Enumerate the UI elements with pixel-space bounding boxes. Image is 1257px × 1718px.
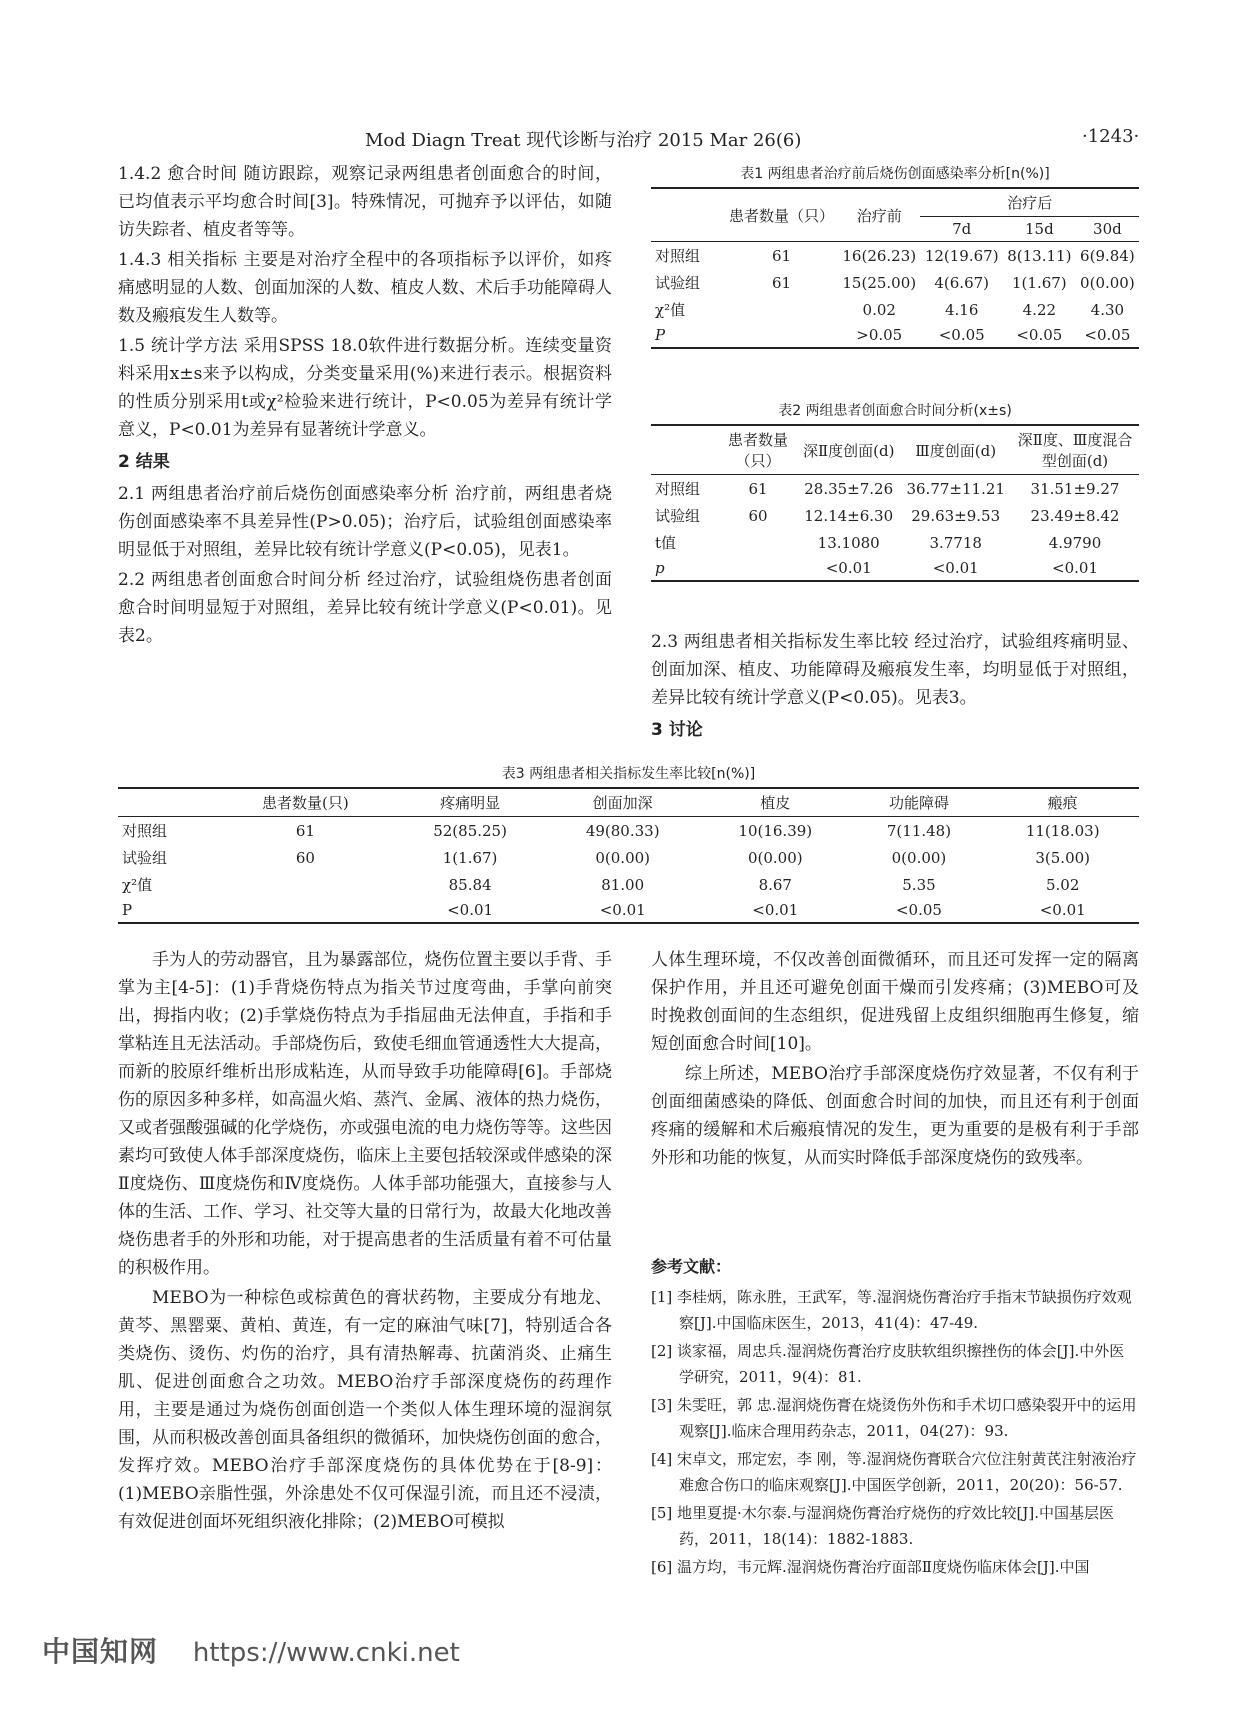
row-label: p <box>655 559 665 577</box>
section-1-4-3: 1.4.3 相关指标 主要是对治疗全程中的各项指标予以评价，如疼痛感明显的人数、创面加深的人数、植皮人数、术后手功能障碍人数及瘢痕发生人数等。 <box>118 250 612 326</box>
cell: <0.01 <box>447 901 494 919</box>
cell: 7(11.48) <box>886 821 952 840</box>
cell: 49(80.33) <box>585 821 660 840</box>
cell: 8.67 <box>758 875 792 894</box>
cell: <0.01 <box>1039 901 1086 919</box>
bottom-left-column <box>118 946 612 1538</box>
cell: <0.01 <box>932 559 979 577</box>
cell: 61 <box>771 246 792 265</box>
discussion-p1: 手为人的劳动器官，且为暴露部位，烧伤位置主要以手背、手掌为主[4-5]：(1)手背烧伤特点为指关节过度弯曲，手掌向前突出，拇指内收；(2)手掌烧伤特点为手指屈曲无法伸直，手指和手掌粘连且无法活动。手部烧伤后，致使毛细血管通透性大大提高，而新的胶原纤维析出形成粘连，从而导致手功能障碍[6]。手部烧伤的原因多种多样，如高温火焰、蒸汽、金属、液体的热力烧伤，又或者强酸强碱的化学烧伤，亦或强电流的电力烧伤等等。这些因素均可致使人体手部深度烧伤，临床上主要包括较深或伴感染的深Ⅱ度烧伤、Ⅲ度烧伤和Ⅳ度烧伤。人体手部功能强大，直接参与人体的生活、工作、学习、社交等大量的日常行为，故最大化地改善烧伤患者手的外形和功能，对于提高患者的生活质量有着不可估量的积极作用。 <box>118 950 612 1278</box>
t3-header-cell: 植皮 <box>760 794 791 812</box>
journal-info: Mod Diagn Treat 现代诊断与治疗 2015 Mar 26(6) <box>365 130 802 151</box>
cell: <0.05 <box>1016 326 1063 344</box>
cell: 81.00 <box>601 875 645 894</box>
row-label: t值 <box>655 534 677 552</box>
discussion-heading: 3 讨论 <box>651 720 703 740</box>
cell: 1(1.67) <box>442 848 498 867</box>
table-2 <box>651 400 1139 582</box>
table-row <box>651 475 1139 503</box>
reference-item: [1] 李桂炳，陈永胜，王武军，等.湿润烧伤膏治疗手指末节缺损伤疗效观察[J].中国临床医生，2013，41(4)：47-49. <box>651 1288 1132 1332</box>
row-label: 试验组 <box>655 274 701 292</box>
reference-item: [5] 地里夏提·木尔泰.与湿润烧伤膏治疗烧伤的疗效比较[J].中国基层医药，2011，18(14)：1882-1883. <box>651 1504 1115 1548</box>
cell: 36.77±11.21 <box>906 479 1005 498</box>
t3-header-cell: 疼痛明显 <box>440 794 501 812</box>
t1-h-count: 患者数量（只） <box>729 206 835 225</box>
t3-header-cell: 功能障碍 <box>888 794 949 812</box>
cell <box>719 556 797 581</box>
cell: 0(0.00) <box>595 848 651 867</box>
cell: >0.05 <box>856 326 903 344</box>
table-row <box>118 817 1139 845</box>
cell: 12(19.67) <box>924 246 999 265</box>
cell: <0.05 <box>938 326 985 344</box>
t1-h-30d: 30d <box>1093 220 1122 238</box>
table-row <box>651 502 1139 529</box>
table-1-grid <box>651 187 1139 349</box>
cell: 3(5.00) <box>1035 848 1091 867</box>
row-label: P <box>655 326 666 344</box>
table-row <box>118 898 1139 923</box>
cell: 5.02 <box>1045 875 1080 894</box>
cell: <0.05 <box>1084 326 1131 344</box>
section-2-2: 2.2 两组患者创面愈合时间分析 经过治疗，试验组烧伤患者创面愈合时间明显短于对照组，差异比较有统计学意义(P<0.01)。见表2。 <box>118 570 612 646</box>
cell: 0(0.00) <box>891 848 947 867</box>
cell: 0(0.00) <box>747 848 803 867</box>
results-heading: 2 结果 <box>118 452 170 472</box>
cell <box>217 898 394 923</box>
table-row <box>651 556 1139 581</box>
cell: 61 <box>295 821 315 840</box>
cnki-logo: 中国知网 <box>42 1635 159 1668</box>
reference-item: [4] 宋卓文，邢定宏，李 刚，等.湿润烧伤膏联合穴位注射黄芪注射液治疗难愈合伤口的临床观察[J].中国医学创新，2011，20(20)：56-57. <box>651 1450 1137 1494</box>
cell: 23.49±8.42 <box>1030 506 1120 525</box>
section-1-5: 1.5 统计学方法 采用SPSS 18.0软件进行数据分析。连续变量资料采用x±s来予以构成，分类变量采用(%)来进行表示。根据资料的性质分别采用t或χ²检验来进行统计，P<0.05为差异有统计学意义，P<0.01为差异有显著统计学意义。 <box>118 336 612 440</box>
cell <box>719 529 797 556</box>
cell <box>725 323 838 348</box>
table-1 <box>651 163 1139 349</box>
section-2-1: 2.1 两组患者治疗前后烧伤创面感染率分析 治疗前，两组患者烧伤创面感染率不具差异性(P>0.05)；治疗后，试验组创面感染率明显低于对照组，差异比较有统计学意义(P<0.05)，见表1。 <box>118 484 612 560</box>
cell: <0.01 <box>825 559 872 577</box>
cell: 0.02 <box>862 300 896 319</box>
cell: 52(85.25) <box>433 821 507 840</box>
references-heading: 参考文献： <box>651 1257 732 1276</box>
cell: 16(26.23) <box>842 246 917 265</box>
table-3-caption: 表3 两组患者相关指标发生率比较[n(%)] <box>501 766 756 782</box>
t3-header-cell <box>118 788 217 817</box>
table-2-grid <box>651 424 1139 582</box>
t3-header-cell: 瘢痕 <box>1047 794 1078 812</box>
cell: 28.35±7.26 <box>804 479 894 498</box>
t1-h-after: 治疗后 <box>920 188 1139 217</box>
t1-h-7d: 7d <box>952 220 972 238</box>
table-row <box>651 242 1139 270</box>
reference-list <box>651 1284 1139 1580</box>
cell: 4.30 <box>1090 300 1125 319</box>
row-label: 对照组 <box>122 822 168 840</box>
cell: 1(1.67) <box>1012 273 1067 292</box>
cnki-watermark <box>42 1630 460 1670</box>
row-label: χ²值 <box>655 301 686 319</box>
discussion-p3: 人体生理环境，不仅改善创面微循环，而且还可发挥一定的隔离保护作用，并且还可避免创面干燥而引发疼痛；(3)MEBO可及时挽救创面间的生态组织，促进残留上皮组织细胞再生修复，缩短创面愈合时间[10]。 <box>651 950 1139 1054</box>
t2-h-a: 深Ⅱ度创面(d) <box>802 441 895 460</box>
cell: 61 <box>771 273 792 292</box>
row-label: 试验组 <box>655 507 701 525</box>
cell: 61 <box>748 479 768 498</box>
cell: 4.16 <box>944 300 979 319</box>
t2-h-b: Ⅲ度创面(d) <box>915 441 997 460</box>
cell <box>725 296 838 323</box>
table-row <box>651 323 1139 348</box>
section-1-4-2: 1.4.2 愈合时间 随访跟踪，观察记录两组患者创面愈合的时间，已均值表示平均愈合时间[3]。特殊情况，可抛弃予以评估，如随访失踪者、植皮者等等。 <box>118 164 612 240</box>
cell: 60 <box>295 848 315 867</box>
table-row <box>118 844 1139 871</box>
cnki-url: https://www.cnki.net <box>192 1638 460 1668</box>
cell: <0.01 <box>1052 559 1098 577</box>
cell: 29.63±9.53 <box>911 506 1001 525</box>
table-row <box>118 871 1139 898</box>
cell: 4.22 <box>1022 300 1057 319</box>
t3-header-cell: 患者数量(只) <box>262 794 349 812</box>
right-column-top <box>651 628 1139 748</box>
table-row <box>651 296 1139 323</box>
cell: 8(13.11) <box>1007 246 1072 265</box>
bottom-right-column <box>651 946 1139 1174</box>
cell: 6(9.84) <box>1080 246 1135 265</box>
cell: 10(16.39) <box>738 821 813 840</box>
discussion-p2: MEBO为一种棕色或棕黄色的膏状药物，主要成分有地龙、黄芩、黑罂粟、黄柏、黄连，有一定的麻油气味[7]，特别适合各类烧伤、烫伤、灼伤的治疗，具有清热解毒、抗菌消炎、止痛生肌、促进创面愈合之功效。MEBO治疗手部深度烧伤的药理作用，主要是通过为烧伤创面创造一个类似人体生理环境的湿润氛围，从而积极改善创面具备组织的微循环，加快烧伤创面的愈合，发挥疗效。MEBO治疗手部深度烧伤的具体优势在于[8-9]：(1)MEBO亲脂性强，外涂患处不仅可保湿引流，而且还不浸渍，有效促进创面坏死组织液化排除；(2)MEBO可模拟 <box>118 1288 612 1532</box>
reference-item: [6] 温方均，韦元辉.湿润烧伤膏治疗面部Ⅱ度烧伤临床体会[J].中国 <box>651 1558 1090 1576</box>
table-3 <box>118 763 1139 924</box>
cell: 3.7718 <box>929 533 982 552</box>
cell: 31.51±9.27 <box>1030 479 1120 498</box>
row-label: 对照组 <box>655 480 701 498</box>
table-3-grid <box>118 787 1139 924</box>
cell: <0.01 <box>599 901 646 919</box>
t1-h-before: 治疗前 <box>856 206 902 225</box>
cell: 0(0.00) <box>1080 273 1135 292</box>
row-label: 试验组 <box>122 849 168 867</box>
table-1-caption: 表1 两组患者治疗前后烧伤创面感染率分析[n(%)] <box>740 166 1050 182</box>
reference-item: [3] 朱雯旺，郭 忠.湿润烧伤膏在烧烫伤外伤和手术切口感染裂开中的运用观察[J].临床合理用药杂志，2011，04(27)：93. <box>651 1396 1137 1440</box>
cell: 13.1080 <box>817 533 880 552</box>
t1-h-15d: 15d <box>1024 220 1054 238</box>
row-label: P <box>122 901 133 919</box>
reference-item: [2] 谈家福，周忠兵.湿润烧伤膏治疗皮肤软组织擦挫伤的体会[J].中外医学研究，2011，9(4)：81. <box>651 1342 1125 1386</box>
t3-header-cell: 创面加深 <box>592 794 653 812</box>
t2-h-c: 深Ⅱ度、Ⅲ度混合型创面(d) <box>1017 431 1133 470</box>
cell: 11(18.03) <box>1025 821 1100 840</box>
cell: 5.35 <box>902 875 936 894</box>
t2-h-count: 患者数量（只） <box>727 431 788 470</box>
cell <box>217 871 394 898</box>
left-column <box>118 160 612 652</box>
cell: 4(6.67) <box>934 273 990 292</box>
page-number: ·1243· <box>1082 126 1140 147</box>
row-label: 对照组 <box>655 247 701 265</box>
cell: <0.05 <box>895 901 942 919</box>
cell: 85.84 <box>448 875 492 894</box>
cell: 60 <box>748 506 768 525</box>
section-2-3: 2.3 两组患者相关指标发生率比较 经过治疗，试验组疼痛明显、创面加深、植皮、功能障碍及瘢痕发生率，均明显低于对照组，差异比较有统计学意义(P<0.05)。见表3。 <box>651 632 1139 708</box>
table-row <box>651 269 1139 296</box>
conclusion-paragraph: 综上所述，MEBO治疗手部深度烧伤疗效显著，不仅有利于创面细菌感染的降低、创面愈合时间的加快，而且还有利于创面疼痛的缓解和术后瘢痕情况的发生，更为重要的是极有利于手部外形和功能的恢复，从而实时降低手部深度烧伤的致残率。 <box>651 1064 1139 1168</box>
row-label: χ²值 <box>122 876 153 894</box>
cell: 4.9790 <box>1048 533 1102 552</box>
table-2-caption: 表2 两组患者创面愈合时间分析(x±s) <box>778 403 1012 419</box>
cell: 15(25.00) <box>842 273 917 292</box>
references <box>651 1254 1139 1582</box>
cell: <0.01 <box>752 901 799 919</box>
table-row <box>651 529 1139 556</box>
cell: 12.14±6.30 <box>804 506 894 525</box>
